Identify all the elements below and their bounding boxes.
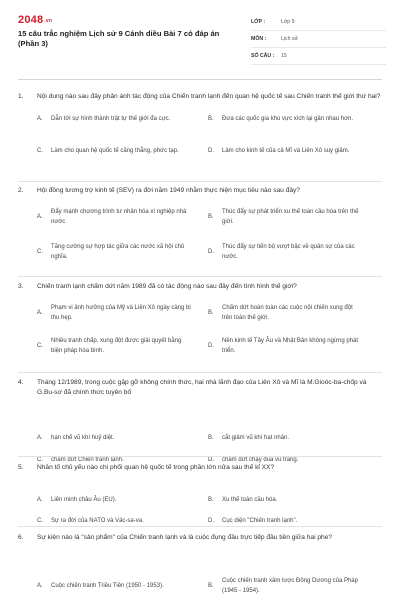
option-letter: C. [37, 457, 43, 463]
meta-row-subject [251, 31, 386, 48]
option-b[interactable] [208, 496, 362, 506]
question-text: Nhân tố chủ yếu nào chi phối quan hệ quốc tế trong phần lớn nửa sau thế kỉ XX? [37, 464, 275, 471]
question-divider [18, 372, 382, 373]
option-letter: D. [208, 248, 214, 255]
option-text: Liên minh châu Âu (EU). [51, 497, 117, 503]
question-stem [18, 533, 382, 543]
option-text: Nền kinh tế Tây Âu và Nhật Bản không ngừng phát triển. [222, 338, 358, 354]
question-stem [18, 92, 382, 102]
meta-label: LỚP : [251, 19, 266, 25]
option-text: Làm cho kinh tế của cả Mĩ và Liên Xô suy giảm. [222, 148, 350, 154]
question-text: Sự kiện nào là "sản phẩm" của Chiến tranh lạnh và là cuộc đụng đầu trực tiếp đầu tiên giữa hai phe? [37, 534, 333, 541]
question-stem [18, 463, 382, 473]
option-c[interactable] [37, 243, 191, 262]
option-letter: A. [37, 497, 43, 503]
option-letter: A. [37, 583, 43, 589]
meta-table [251, 14, 386, 65]
logo-text: 2048 [18, 14, 44, 26]
question-number: 1. [18, 93, 24, 100]
question-5 [18, 463, 382, 524]
question-text: Chiến tranh lạnh chấm dứt năm 1989 đã có tác động nào sau đây đến tình hình thế giới? [37, 283, 297, 290]
question-1 [18, 92, 382, 154]
option-text: chấm dứt Chiến tranh lạnh. [51, 457, 124, 463]
option-letter: A. [37, 116, 43, 122]
meta-value: Lịch sử [281, 36, 299, 42]
meta-row-class [251, 14, 386, 31]
meta-label: MÔN : [251, 36, 267, 42]
option-a[interactable] [37, 115, 191, 125]
option-letter: D. [208, 148, 214, 154]
option-c[interactable] [37, 337, 191, 356]
option-b[interactable] [208, 115, 362, 125]
question-divider [18, 181, 382, 182]
option-letter: D. [208, 457, 214, 463]
option-letter: A. [37, 435, 43, 441]
option-letter: D. [208, 342, 214, 349]
option-letter: D. [208, 518, 214, 524]
option-letter: C. [37, 342, 43, 349]
option-letter: C. [37, 518, 43, 524]
option-a[interactable] [37, 208, 191, 227]
option-d[interactable] [208, 147, 362, 157]
option-text: cắt giảm vũ khí hạt nhân. [222, 435, 290, 441]
question-4 [18, 378, 382, 463]
option-text: Dẫn tới sự hình thành trật tự thế giới đa cực. [51, 116, 171, 122]
option-text: Nhiều tranh chấp, xung đột được giải quyết bằng biện pháp hòa bình. [51, 338, 182, 354]
question-number: 6. [18, 534, 24, 541]
option-text: Sự ra đời của NATO và Vác-sa-va. [51, 518, 144, 524]
option-text: Đưa các quốc gia khu vực xích lại gần nhau hơn. [222, 116, 354, 122]
option-letter: A. [37, 213, 43, 220]
option-text: Tăng cường sự hợp tác giữa các nước xã hội chủ nghĩa. [51, 244, 185, 260]
option-a[interactable] [37, 304, 191, 323]
question-text: Tháng 12/1989, trong cuộc gặp gỡ không chính thức, hai nhà lãnh đạo của Liên Xô và Mĩ là M.Gioóc-ba-chốp và G.Bu-sơ đã chính thức tuyên bố [37, 379, 367, 396]
option-a[interactable] [37, 434, 191, 444]
option-text: hạn chế vũ khí huỷ diệt. [51, 435, 115, 441]
header-divider [18, 79, 382, 80]
site-logo[interactable] [18, 14, 52, 26]
question-number: 3. [18, 283, 24, 290]
option-letter: B. [208, 116, 214, 122]
option-c[interactable] [37, 147, 191, 157]
option-letter: B. [208, 309, 214, 316]
question-number: 5. [18, 464, 24, 471]
option-a[interactable] [37, 582, 216, 592]
question-number: 2. [18, 187, 24, 194]
option-a[interactable] [37, 496, 191, 506]
option-text: Cuộc chiến tranh Triều Tiên (1950 - 1953). [51, 583, 164, 589]
question-2 [18, 186, 382, 260]
question-divider [18, 456, 382, 457]
page-header [0, 0, 400, 82]
option-text: Chấm dứt hoàn toàn các cuộc nội chiến xung đột trên toàn thế giới. [222, 305, 353, 321]
page-title: 15 câu trắc nghiệm Lịch sử 9 Cánh diều Bài 7 có đáp án (Phần 3) [18, 29, 220, 48]
option-text: chấm dứt chạy đua vũ trang. [222, 457, 299, 463]
option-text: Cục diện "Chiến tranh lạnh". [222, 518, 298, 524]
option-letter: C. [37, 148, 43, 154]
meta-value: Lớp 9 [281, 19, 295, 25]
option-d[interactable] [208, 243, 362, 262]
question-3 [18, 282, 382, 354]
option-text: Cuộc chiến tranh xâm lược Đông Dương của Pháp (1945 - 1954). [222, 578, 358, 594]
option-b[interactable] [208, 434, 362, 444]
logo-domain: .vn [44, 18, 53, 24]
question-number: 4. [18, 379, 24, 386]
option-letter: B. [208, 435, 214, 441]
option-d[interactable] [208, 337, 362, 356]
option-b[interactable] [208, 208, 362, 227]
option-text: Làm cho quan hệ quốc tế căng thẳng, phức tạp. [51, 148, 179, 154]
question-text: Hội đồng tương trợ kinh tế (SEV) ra đời năm 1949 nhằm thực hiện mục tiêu nào sau đây? [37, 187, 300, 194]
option-text: Xu thế toàn cầu hóa. [222, 497, 278, 503]
meta-row-count [251, 48, 386, 65]
meta-value: 15 [281, 53, 287, 59]
option-b[interactable] [208, 577, 372, 596]
option-letter: B. [208, 497, 214, 503]
question-divider [18, 526, 382, 527]
question-text: Nội dung nào sau đây phản ánh tác động của Chiến tranh lạnh đến quan hệ quốc tế sau Chiến tranh thế giới thứ hai? [37, 93, 381, 100]
option-text: Phạm vi ảnh hưởng của Mỹ và Liên Xô ngày càng bị thu hẹp. [51, 305, 191, 321]
option-text: Đẩy mạnh chương trình tư nhân hóa xí nghiệp nhà nước [51, 209, 187, 225]
question-stem [18, 186, 382, 196]
option-text: Thúc đẩy sự phát triển xu thế toàn cầu hóa trên thế giới. [222, 209, 359, 225]
meta-label: SỐ CÂU : [251, 53, 275, 59]
option-letter: B. [208, 582, 214, 589]
option-letter: B. [208, 213, 214, 220]
option-b[interactable] [208, 304, 362, 323]
question-6 [18, 533, 382, 594]
option-letter: C. [37, 248, 43, 255]
option-text: Thúc đẩy sự tiến bộ vượt bậc về quân sự của các nước. [222, 244, 355, 260]
question-divider [18, 276, 382, 277]
question-stem [18, 282, 382, 292]
question-stem [18, 378, 382, 398]
option-letter: A. [37, 309, 43, 316]
